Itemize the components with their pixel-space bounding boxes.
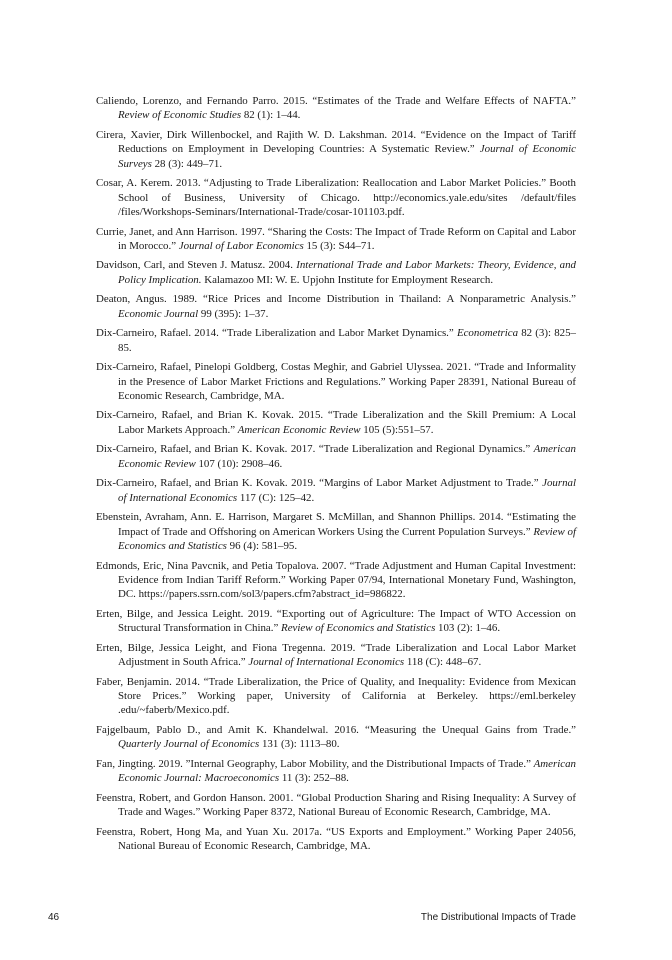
reference-entry [96, 258, 576, 287]
reference-tail: 11 (3): 252–88. [279, 772, 349, 785]
reference-tail: 15 (3): S44–71. [303, 239, 375, 252]
reference-entry [96, 675, 576, 718]
reference-text: Dix-Carneiro, Rafael, and Brian K. Kovak. 2019. “Margins of Labor Market Adjustment to Trade.” [96, 477, 543, 490]
reference-entry [96, 641, 576, 670]
reference-journal: Review of Economics and Statistics [281, 622, 436, 635]
reference-journal: American Economic Journal: Macroeconomics [118, 757, 576, 785]
reference-entry [96, 607, 576, 636]
reference-entry [96, 176, 576, 219]
reference-tail: 82 (3): 825–85. [118, 327, 576, 354]
reference-entry [96, 292, 576, 321]
reference-entry [96, 723, 576, 752]
reference-entry [96, 225, 576, 254]
reference-journal: Journal of International Economics [248, 656, 405, 669]
reference-entry [96, 476, 576, 505]
reference-journal: International Trade and Labor Markets: Theory, Evidence, and Policy Implication. [118, 259, 576, 286]
reference-text: Caliendo, Lorenzo, and Fernando Parro. 2015. “Estimates of the Trade and Welfare Effects of NAFTA.” [96, 95, 576, 107]
reference-text: Dix-Carneiro, Rafael, and Brian K. Kovak. 2015. “Trade Liberalization and the Skill Premium: A Local Labor Markets Approach.” [96, 409, 576, 436]
reference-text: Dix-Carneiro, Rafael. 2014. “Trade Liberalization and Labor Market Dynamics.” [96, 327, 457, 340]
reference-journal: Economic Journal [118, 307, 199, 320]
reference-tail: 99 (395): 1–37. [198, 307, 269, 320]
reference-text: Cirera, Xavier, Dirk Willenbockel, and Rajith W. D. Lakshman. 2014. “Evidence on the Impact of Tariff Reductions on Employment in Developing Countries: A Systematic Review.” [96, 128, 576, 156]
reference-list [96, 94, 576, 859]
reference-entry [96, 408, 576, 437]
reference-text: Davidson, Carl, and Steven J. Matusz. 2004. [96, 259, 297, 272]
reference-tail: 103 (2): 1–46. [435, 622, 501, 635]
reference-tail: 118 (C): 448–67. [404, 656, 482, 669]
reference-text: Feenstra, Robert, Hong Ma, and Yuan Xu. 2017a. “US Exports and Employment.” Working Paper 24056, National Bureau of Economic Research, Cambridge, MA. [96, 825, 576, 853]
reference-entry [96, 94, 576, 123]
reference-entry [96, 825, 576, 854]
reference-text: Fajgelbaum, Pablo D., and Amit K. Khandelwal. 2016. “Measuring the Unequal Gains from Trade.” [96, 723, 576, 736]
reference-text: Ebenstein, Avraham, Ann. E. Harrison, Margaret S. McMillan, and Shannon Phillips. 2014. “Estimating the Impact of Trade and Offshoring on American Workers Using the Current Population Surveys.” [96, 511, 576, 538]
reference-tail: 107 (10): 2908–46. [195, 457, 283, 470]
reference-tail: Kalamazoo MI: W. E. Upjohn Institute for Employment Research. [201, 273, 494, 286]
reference-text: Currie, Janet, and Ann Harrison. 1997. “Sharing the Costs: The Impact of Trade Reform on Capital and Labor in Morocco.” [96, 225, 576, 252]
reference-journal: American Economic Review [237, 423, 361, 436]
reference-text: Erten, Bilge, and Jessica Leight. 2019. “Exporting out of Agriculture: The Impact of WTO Accession on Structural Transformation in China.” [96, 607, 576, 635]
page-number: 46 [48, 912, 60, 923]
reference-text: Edmonds, Eric, Nina Pavcnik, and Petia Topalova. 2007. “Trade Adjustment and Human Capital Investment: Evidence from Indian Tariff Reform.” Working Paper 07/94, International Monetary Fund, Washington, DC. https://papers.ssrn.com/sol3/papers.cfm?abstract_id=986822. [96, 559, 576, 601]
reference-entry [96, 360, 576, 403]
reference-text: Faber, Benjamin. 2014. “Trade Liberalization, the Price of Quality, and Inequality: Evidence from Mexican Store Prices.” Working paper, University of California at Berkeley. https://eml.berkeley .edu/~faberb/Mexico.pdf. [96, 675, 576, 717]
reference-tail: 105 (5):551–57. [360, 423, 434, 436]
reference-text: Fan, Jingting. 2019. ”Internal Geography, Labor Mobility, and the Distributional Impacts of Trade.” [96, 757, 534, 770]
reference-journal: Review of Economic Studies [118, 109, 242, 122]
reference-entry [96, 510, 576, 553]
reference-journal: Journal of Economic Surveys [118, 143, 577, 170]
reference-text: Dix-Carneiro, Rafael, and Brian K. Kovak. 2017. “Trade Liberalization and Regional Dynamics.” [96, 443, 534, 456]
reference-journal: American Economic Review [118, 443, 576, 470]
reference-text: Dix-Carneiro, Rafael, Pinelopi Goldberg, Costas Meghir, and Gabriel Ulyssea. 2021. “Trade and Informality in the Presence of Labor Market Frictions and Regulations.” Working Paper 28391, National Bureau of Economic Research, Cambridge, MA. [96, 361, 576, 402]
reference-text: Deaton, Angus. 1989. “Rice Prices and Income Distribution in Thailand: A Nonparametric Analysis.” [96, 293, 576, 306]
reference-entry [96, 128, 576, 171]
reference-journal: Econometrica [456, 327, 519, 340]
reference-tail: 28 (3): 449–71. [151, 157, 223, 170]
reference-text: Cosar, A. Kerem. 2013. “Adjusting to Trade Liberalization: Reallocation and Labor Market Policies.” Booth School of Business, University of Chicago. http://economics.yale.edu/sites /default/files /files/Workshops-Seminars/International-Trade/cosar-101103.pdf. [96, 177, 576, 219]
reference-entry [96, 326, 576, 355]
reference-entry [96, 442, 576, 471]
reference-tail: 96 (4): 581–95. [226, 540, 298, 552]
running-title: The Distributional Impacts of Trade [420, 912, 576, 923]
reference-entry [96, 791, 576, 820]
reference-journal: Quarterly Journal of Economics [118, 738, 260, 751]
reference-tail: 82 (1): 1–44. [241, 109, 301, 122]
reference-text: Feenstra, Robert, and Gordon Hanson. 2001. “Global Production Sharing and Rising Inequality: A Survey of Trade and Wages.” Working Paper 8372, National Bureau of Economic Research, Cambridge, MA. [96, 791, 576, 819]
reference-entry [96, 559, 576, 602]
reference-tail: 131 (3): 1113–80. [259, 738, 340, 751]
reference-entry [96, 757, 576, 786]
reference-journal: Journal of Labor Economics [178, 239, 304, 252]
reference-tail: 117 (C): 125–42. [237, 491, 315, 504]
reference-journal: Review of Economics and Statistics [118, 525, 576, 552]
reference-text: Erten, Bilge, Jessica Leight, and Fiona Tregenna. 2019. “Trade Liberalization and Local Labor Market Adjustment in South Africa.” [96, 641, 576, 669]
reference-journal: Journal of International Economics [118, 477, 576, 504]
